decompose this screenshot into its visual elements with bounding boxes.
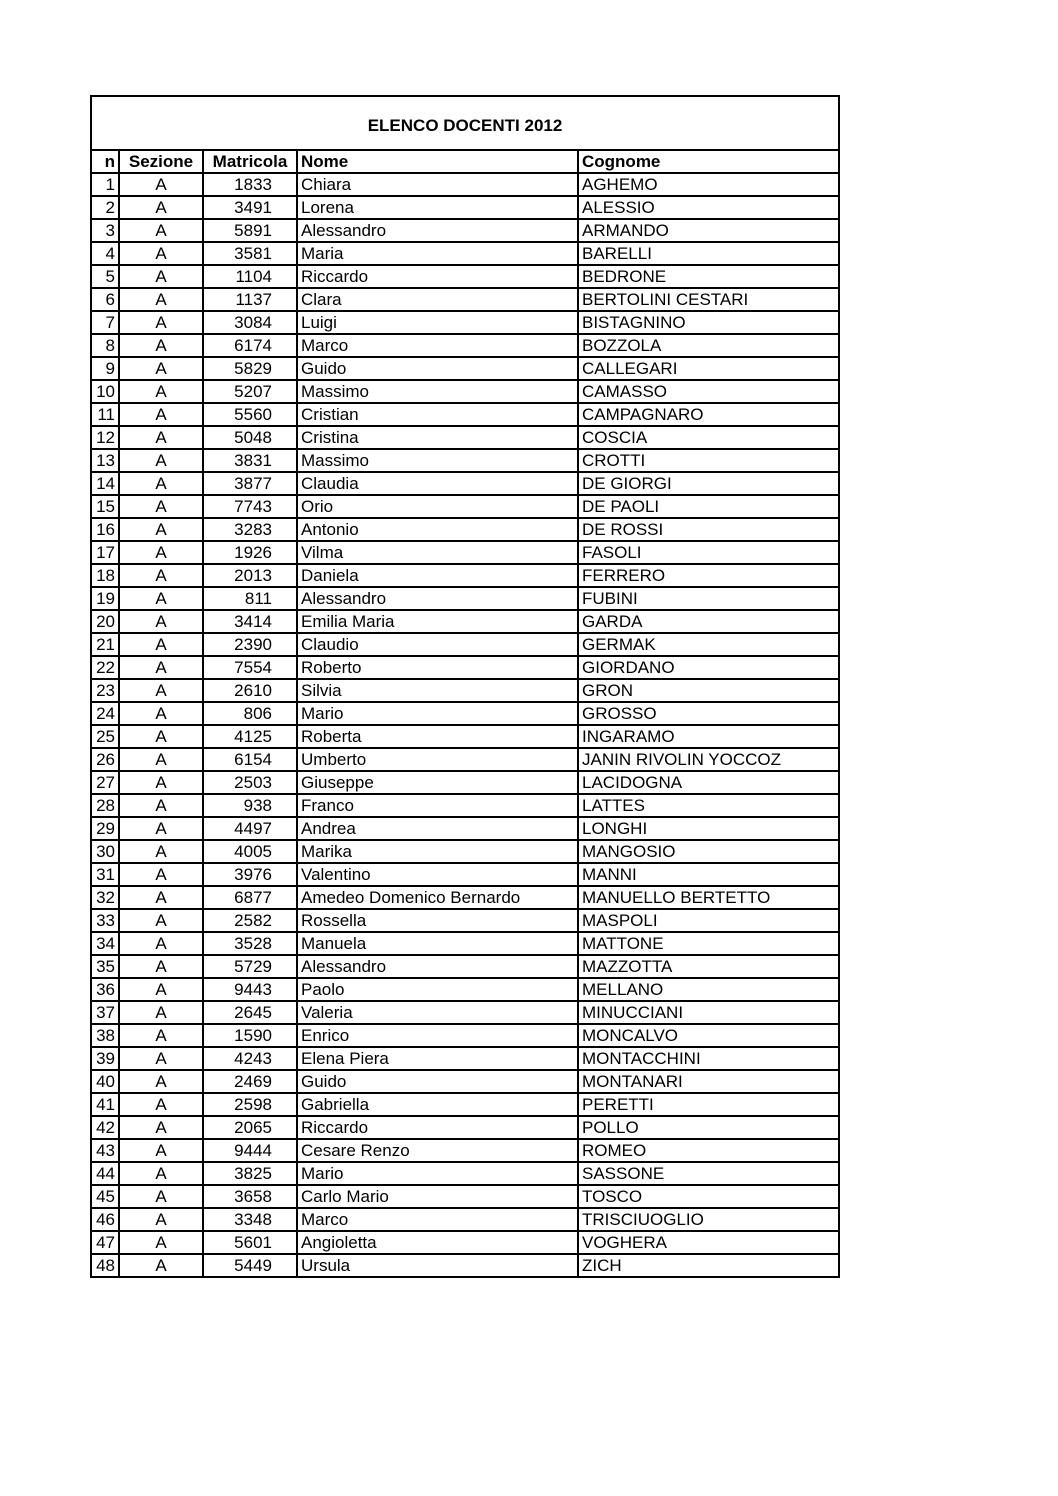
cell-sezione: A <box>119 288 203 311</box>
cell-nome: Guido <box>297 1070 578 1093</box>
cell-cognome: LATTES <box>578 794 839 817</box>
cell-cognome: CROTTI <box>578 449 839 472</box>
cell-cognome: MATTONE <box>578 932 839 955</box>
cell-sezione: A <box>119 357 203 380</box>
cell-n: 31 <box>91 863 119 886</box>
cell-sezione: A <box>119 610 203 633</box>
cell-n: 23 <box>91 679 119 702</box>
table-row <box>91 334 839 357</box>
cell-matricola: 3348 <box>203 1208 297 1231</box>
table-row <box>91 288 839 311</box>
cell-sezione: A <box>119 886 203 909</box>
cell-cognome: GRON <box>578 679 839 702</box>
cell-cognome: MELLANO <box>578 978 839 1001</box>
cell-matricola: 7743 <box>203 495 297 518</box>
header-nome: Nome <box>297 150 578 173</box>
table-row <box>91 771 839 794</box>
cell-nome: Valeria <box>297 1001 578 1024</box>
cell-matricola: 3283 <box>203 518 297 541</box>
cell-nome: Luigi <box>297 311 578 334</box>
cell-matricola: 3491 <box>203 196 297 219</box>
cell-matricola: 5560 <box>203 403 297 426</box>
title-row <box>91 96 839 150</box>
cell-matricola: 1137 <box>203 288 297 311</box>
table-row <box>91 886 839 909</box>
document-title: ELENCO DOCENTI 2012 <box>91 96 839 150</box>
table-row <box>91 909 839 932</box>
cell-matricola: 1590 <box>203 1024 297 1047</box>
cell-sezione: A <box>119 403 203 426</box>
cell-sezione: A <box>119 518 203 541</box>
cell-sezione: A <box>119 633 203 656</box>
cell-n: 33 <box>91 909 119 932</box>
cell-sezione: A <box>119 1116 203 1139</box>
cell-sezione: A <box>119 219 203 242</box>
table-row <box>91 449 839 472</box>
cell-n: 16 <box>91 518 119 541</box>
cell-matricola: 1104 <box>203 265 297 288</box>
cell-nome: Roberto <box>297 656 578 679</box>
cell-cognome: GERMAK <box>578 633 839 656</box>
cell-nome: Elena Piera <box>297 1047 578 1070</box>
cell-cognome: CAMASSO <box>578 380 839 403</box>
table-row <box>91 380 839 403</box>
table-row <box>91 242 839 265</box>
table-row <box>91 1093 839 1116</box>
cell-nome: Riccardo <box>297 265 578 288</box>
cell-nome: Angioletta <box>297 1231 578 1254</box>
cell-n: 2 <box>91 196 119 219</box>
cell-cognome: AGHEMO <box>578 173 839 196</box>
cell-n: 14 <box>91 472 119 495</box>
cell-n: 30 <box>91 840 119 863</box>
cell-sezione: A <box>119 449 203 472</box>
cell-nome: Guido <box>297 357 578 380</box>
cell-sezione: A <box>119 265 203 288</box>
cell-cognome: ALESSIO <box>578 196 839 219</box>
cell-sezione: A <box>119 817 203 840</box>
cell-matricola: 9443 <box>203 978 297 1001</box>
cell-matricola: 2598 <box>203 1093 297 1116</box>
cell-n: 34 <box>91 932 119 955</box>
cell-nome: Lorena <box>297 196 578 219</box>
table-row <box>91 702 839 725</box>
cell-n: 19 <box>91 587 119 610</box>
cell-sezione: A <box>119 702 203 725</box>
header-cognome: Cognome <box>578 150 839 173</box>
cell-cognome: MAZZOTTA <box>578 955 839 978</box>
cell-nome: Massimo <box>297 380 578 403</box>
table-row <box>91 495 839 518</box>
cell-nome: Antonio <box>297 518 578 541</box>
cell-cognome: DE GIORGI <box>578 472 839 495</box>
cell-n: 7 <box>91 311 119 334</box>
table-row <box>91 748 839 771</box>
cell-cognome: MONTACCHINI <box>578 1047 839 1070</box>
cell-n: 41 <box>91 1093 119 1116</box>
cell-sezione: A <box>119 1254 203 1277</box>
cell-n: 28 <box>91 794 119 817</box>
cell-cognome: COSCIA <box>578 426 839 449</box>
cell-n: 42 <box>91 1116 119 1139</box>
cell-cognome: GROSSO <box>578 702 839 725</box>
table-row <box>91 794 839 817</box>
cell-cognome: MANGOSIO <box>578 840 839 863</box>
cell-n: 45 <box>91 1185 119 1208</box>
cell-cognome: TRISCIUOGLIO <box>578 1208 839 1231</box>
cell-sezione: A <box>119 725 203 748</box>
cell-matricola: 3831 <box>203 449 297 472</box>
cell-cognome: MONTANARI <box>578 1070 839 1093</box>
table-row <box>91 1116 839 1139</box>
table-row <box>91 1001 839 1024</box>
cell-nome: Cesare Renzo <box>297 1139 578 1162</box>
table-row <box>91 173 839 196</box>
table-row <box>91 587 839 610</box>
cell-cognome: MASPOLI <box>578 909 839 932</box>
cell-sezione: A <box>119 334 203 357</box>
cell-n: 4 <box>91 242 119 265</box>
cell-n: 13 <box>91 449 119 472</box>
cell-matricola: 5207 <box>203 380 297 403</box>
cell-matricola: 6877 <box>203 886 297 909</box>
cell-sezione: A <box>119 1139 203 1162</box>
cell-cognome: CAMPAGNARO <box>578 403 839 426</box>
table-row <box>91 1208 839 1231</box>
cell-cognome: PERETTI <box>578 1093 839 1116</box>
cell-n: 24 <box>91 702 119 725</box>
cell-nome: Rossella <box>297 909 578 932</box>
cell-sezione: A <box>119 311 203 334</box>
cell-matricola: 2013 <box>203 564 297 587</box>
table-row <box>91 656 839 679</box>
cell-n: 44 <box>91 1162 119 1185</box>
table-row <box>91 1231 839 1254</box>
cell-sezione: A <box>119 242 203 265</box>
table-row <box>91 1024 839 1047</box>
cell-matricola: 3414 <box>203 610 297 633</box>
cell-nome: Franco <box>297 794 578 817</box>
cell-nome: Alessandro <box>297 219 578 242</box>
cell-n: 12 <box>91 426 119 449</box>
cell-matricola: 2645 <box>203 1001 297 1024</box>
cell-matricola: 3877 <box>203 472 297 495</box>
cell-nome: Giuseppe <box>297 771 578 794</box>
cell-n: 36 <box>91 978 119 1001</box>
cell-nome: Umberto <box>297 748 578 771</box>
cell-matricola: 2503 <box>203 771 297 794</box>
table-row <box>91 955 839 978</box>
cell-matricola: 5729 <box>203 955 297 978</box>
cell-n: 48 <box>91 1254 119 1277</box>
cell-sezione: A <box>119 955 203 978</box>
cell-cognome: POLLO <box>578 1116 839 1139</box>
cell-cognome: BEDRONE <box>578 265 839 288</box>
cell-n: 35 <box>91 955 119 978</box>
cell-matricola: 4497 <box>203 817 297 840</box>
cell-sezione: A <box>119 1024 203 1047</box>
cell-n: 10 <box>91 380 119 403</box>
table-row <box>91 633 839 656</box>
cell-nome: Marika <box>297 840 578 863</box>
header-row <box>91 150 839 173</box>
cell-cognome: ROMEO <box>578 1139 839 1162</box>
table-row <box>91 679 839 702</box>
cell-cognome: MINUCCIANI <box>578 1001 839 1024</box>
cell-nome: Orio <box>297 495 578 518</box>
cell-n: 9 <box>91 357 119 380</box>
cell-sezione: A <box>119 1001 203 1024</box>
cell-n: 8 <box>91 334 119 357</box>
table-body <box>91 173 839 1277</box>
cell-n: 18 <box>91 564 119 587</box>
cell-cognome: BARELLI <box>578 242 839 265</box>
cell-nome: Vilma <box>297 541 578 564</box>
cell-n: 3 <box>91 219 119 242</box>
cell-matricola: 2610 <box>203 679 297 702</box>
cell-matricola: 5449 <box>203 1254 297 1277</box>
cell-matricola: 3084 <box>203 311 297 334</box>
cell-nome: Manuela <box>297 932 578 955</box>
cell-nome: Clara <box>297 288 578 311</box>
cell-cognome: BOZZOLA <box>578 334 839 357</box>
table-row <box>91 840 839 863</box>
cell-sezione: A <box>119 1231 203 1254</box>
table-row <box>91 932 839 955</box>
cell-n: 17 <box>91 541 119 564</box>
cell-nome: Marco <box>297 1208 578 1231</box>
cell-cognome: MANNI <box>578 863 839 886</box>
teachers-table <box>90 95 840 1278</box>
cell-nome: Amedeo Domenico Bernardo <box>297 886 578 909</box>
cell-matricola: 806 <box>203 702 297 725</box>
cell-sezione: A <box>119 656 203 679</box>
cell-n: 6 <box>91 288 119 311</box>
cell-n: 37 <box>91 1001 119 1024</box>
cell-nome: Gabriella <box>297 1093 578 1116</box>
cell-matricola: 6174 <box>203 334 297 357</box>
cell-nome: Mario <box>297 702 578 725</box>
cell-nome: Cristian <box>297 403 578 426</box>
cell-matricola: 7554 <box>203 656 297 679</box>
cell-n: 5 <box>91 265 119 288</box>
cell-sezione: A <box>119 978 203 1001</box>
cell-nome: Maria <box>297 242 578 265</box>
cell-nome: Alessandro <box>297 587 578 610</box>
cell-matricola: 3976 <box>203 863 297 886</box>
cell-cognome: FUBINI <box>578 587 839 610</box>
cell-sezione: A <box>119 196 203 219</box>
cell-cognome: DE PAOLI <box>578 495 839 518</box>
cell-nome: Claudia <box>297 472 578 495</box>
cell-n: 15 <box>91 495 119 518</box>
table-row <box>91 1162 839 1185</box>
cell-n: 46 <box>91 1208 119 1231</box>
table-row <box>91 196 839 219</box>
cell-n: 29 <box>91 817 119 840</box>
table-row <box>91 1185 839 1208</box>
cell-n: 1 <box>91 173 119 196</box>
header-matricola: Matricola <box>203 150 297 173</box>
cell-nome: Mario <box>297 1162 578 1185</box>
cell-n: 27 <box>91 771 119 794</box>
cell-nome: Riccardo <box>297 1116 578 1139</box>
cell-matricola: 3658 <box>203 1185 297 1208</box>
cell-matricola: 2390 <box>203 633 297 656</box>
cell-cognome: JANIN RIVOLIN YOCCOZ <box>578 748 839 771</box>
cell-sezione: A <box>119 380 203 403</box>
table-row <box>91 1254 839 1277</box>
header-sezione: Sezione <box>119 150 203 173</box>
table-row <box>91 1139 839 1162</box>
cell-cognome: BISTAGNINO <box>578 311 839 334</box>
cell-matricola: 4125 <box>203 725 297 748</box>
cell-sezione: A <box>119 748 203 771</box>
cell-cognome: LACIDOGNA <box>578 771 839 794</box>
cell-n: 40 <box>91 1070 119 1093</box>
cell-nome: Emilia Maria <box>297 610 578 633</box>
cell-sezione: A <box>119 863 203 886</box>
cell-matricola: 938 <box>203 794 297 817</box>
cell-matricola: 4005 <box>203 840 297 863</box>
cell-cognome: GIORDANO <box>578 656 839 679</box>
cell-sezione: A <box>119 541 203 564</box>
table-row <box>91 978 839 1001</box>
table-row <box>91 219 839 242</box>
cell-cognome: SASSONE <box>578 1162 839 1185</box>
cell-n: 21 <box>91 633 119 656</box>
cell-cognome: ZICH <box>578 1254 839 1277</box>
table-row <box>91 863 839 886</box>
cell-n: 25 <box>91 725 119 748</box>
cell-sezione: A <box>119 794 203 817</box>
cell-matricola: 1926 <box>203 541 297 564</box>
cell-n: 20 <box>91 610 119 633</box>
cell-nome: Carlo Mario <box>297 1185 578 1208</box>
cell-sezione: A <box>119 1185 203 1208</box>
cell-matricola: 5891 <box>203 219 297 242</box>
cell-nome: Paolo <box>297 978 578 1001</box>
cell-nome: Claudio <box>297 633 578 656</box>
cell-sezione: A <box>119 1047 203 1070</box>
cell-cognome: DE ROSSI <box>578 518 839 541</box>
cell-cognome: GARDA <box>578 610 839 633</box>
cell-matricola: 3825 <box>203 1162 297 1185</box>
cell-sezione: A <box>119 771 203 794</box>
table-row <box>91 610 839 633</box>
cell-cognome: FERRERO <box>578 564 839 587</box>
cell-nome: Valentino <box>297 863 578 886</box>
cell-n: 11 <box>91 403 119 426</box>
cell-matricola: 811 <box>203 587 297 610</box>
cell-sezione: A <box>119 564 203 587</box>
cell-matricola: 2582 <box>203 909 297 932</box>
table-row <box>91 426 839 449</box>
cell-n: 38 <box>91 1024 119 1047</box>
cell-cognome: TOSCO <box>578 1185 839 1208</box>
cell-sezione: A <box>119 173 203 196</box>
cell-nome: Cristina <box>297 426 578 449</box>
cell-sezione: A <box>119 679 203 702</box>
cell-sezione: A <box>119 909 203 932</box>
cell-n: 26 <box>91 748 119 771</box>
cell-matricola: 5048 <box>203 426 297 449</box>
cell-matricola: 6154 <box>203 748 297 771</box>
cell-matricola: 3528 <box>203 932 297 955</box>
cell-matricola: 1833 <box>203 173 297 196</box>
cell-cognome: LONGHI <box>578 817 839 840</box>
cell-nome: Alessandro <box>297 955 578 978</box>
cell-n: 32 <box>91 886 119 909</box>
cell-sezione: A <box>119 840 203 863</box>
cell-cognome: CALLEGARI <box>578 357 839 380</box>
table-row <box>91 817 839 840</box>
cell-cognome: MANUELLO BERTETTO <box>578 886 839 909</box>
cell-cognome: VOGHERA <box>578 1231 839 1254</box>
cell-matricola: 5601 <box>203 1231 297 1254</box>
cell-nome: Chiara <box>297 173 578 196</box>
cell-nome: Massimo <box>297 449 578 472</box>
cell-matricola: 5829 <box>203 357 297 380</box>
cell-n: 39 <box>91 1047 119 1070</box>
cell-matricola: 3581 <box>203 242 297 265</box>
cell-nome: Enrico <box>297 1024 578 1047</box>
table-row <box>91 311 839 334</box>
table-row <box>91 403 839 426</box>
cell-sezione: A <box>119 495 203 518</box>
cell-sezione: A <box>119 587 203 610</box>
table-row <box>91 357 839 380</box>
cell-n: 22 <box>91 656 119 679</box>
cell-nome: Andrea <box>297 817 578 840</box>
cell-sezione: A <box>119 1162 203 1185</box>
table-row <box>91 472 839 495</box>
cell-nome: Daniela <box>297 564 578 587</box>
cell-matricola: 2065 <box>203 1116 297 1139</box>
table-row <box>91 1047 839 1070</box>
cell-sezione: A <box>119 1070 203 1093</box>
cell-sezione: A <box>119 472 203 495</box>
cell-sezione: A <box>119 1208 203 1231</box>
cell-cognome: INGARAMO <box>578 725 839 748</box>
table-row <box>91 265 839 288</box>
cell-nome: Ursula <box>297 1254 578 1277</box>
cell-matricola: 4243 <box>203 1047 297 1070</box>
cell-cognome: MONCALVO <box>578 1024 839 1047</box>
cell-sezione: A <box>119 426 203 449</box>
table-row <box>91 518 839 541</box>
cell-matricola: 9444 <box>203 1139 297 1162</box>
table-row <box>91 1070 839 1093</box>
cell-cognome: ARMANDO <box>578 219 839 242</box>
cell-cognome: BERTOLINI CESTARI <box>578 288 839 311</box>
cell-nome: Roberta <box>297 725 578 748</box>
table-row <box>91 564 839 587</box>
cell-n: 43 <box>91 1139 119 1162</box>
cell-matricola: 2469 <box>203 1070 297 1093</box>
cell-nome: Silvia <box>297 679 578 702</box>
cell-n: 47 <box>91 1231 119 1254</box>
cell-sezione: A <box>119 932 203 955</box>
table-row <box>91 725 839 748</box>
cell-nome: Marco <box>297 334 578 357</box>
header-n: n <box>91 150 119 173</box>
cell-cognome: FASOLI <box>578 541 839 564</box>
table-row <box>91 541 839 564</box>
cell-sezione: A <box>119 1093 203 1116</box>
